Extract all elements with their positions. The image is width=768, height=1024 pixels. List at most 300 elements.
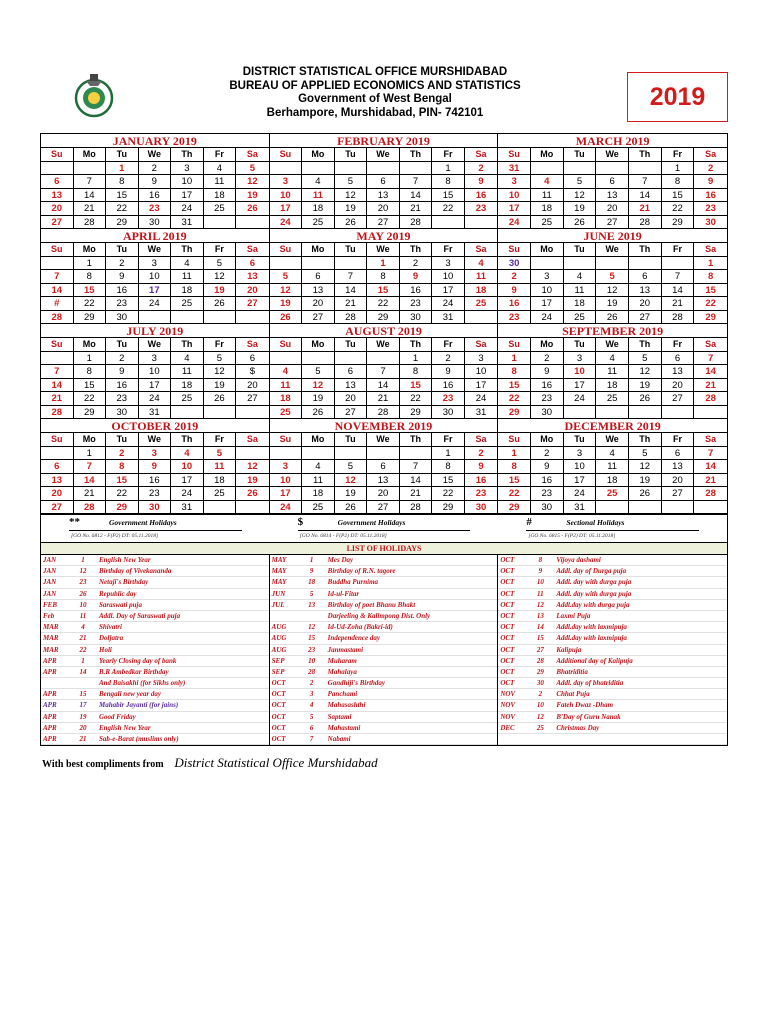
day-cell [236,406,269,420]
day-cell: 10 [270,189,303,203]
day-cell: 7 [400,175,433,189]
day-header: Su [498,338,531,352]
month-block [41,134,270,229]
day-header: We [367,433,400,447]
day-cell: 4 [171,352,204,366]
day-cell: 18 [564,297,597,311]
day-header: Th [400,338,433,352]
day-cell: 4 [564,270,597,284]
day-header: Mo [302,338,335,352]
day-cell: 7 [335,270,368,284]
day-cell: 21 [335,297,368,311]
holiday-name: Addl. day with durga puja [556,589,632,598]
day-cell: 14 [400,474,433,488]
day-header: Sa [236,148,269,162]
day-cell [465,216,498,230]
day-cell: 21 [629,202,662,216]
month-title: DECEMBER 2019 [498,419,727,433]
day-cell: 15 [106,474,139,488]
day-cell: 27 [596,216,629,230]
header-line-4: Berhampore, Murshidabad, PIN- 742101 [266,106,484,119]
month-grid [498,433,727,514]
day-header: Mo [531,338,564,352]
day-cell: 18 [596,474,629,488]
day-cell: 18 [171,379,204,393]
holiday-row [270,611,498,622]
day-cell: 21 [694,379,727,393]
day-cell: 5 [204,257,237,271]
day-cell: 12 [629,365,662,379]
holiday-row [270,600,498,611]
holiday-date: 15 [536,634,544,643]
month-block [41,324,270,419]
month-grid [41,433,269,514]
legend-symbol: $ [297,516,304,528]
holiday-row [270,555,498,566]
day-header: Su [270,338,303,352]
day-cell: 14 [367,379,400,393]
holiday-name: Addl. day of Durga puja [556,567,627,576]
day-header: Su [270,243,303,257]
day-header: Tu [335,148,368,162]
holiday-month: JAN [43,589,57,598]
day-header: Sa [465,338,498,352]
day-cell [596,257,629,271]
day-header: Su [41,148,74,162]
day-cell [662,501,695,515]
holiday-date: 27 [536,645,544,654]
holiday-name: B.R Ambedkar Birthday [99,667,169,676]
holiday-date: 30 [536,679,544,688]
day-cell: 7 [41,270,74,284]
day-cell [335,352,368,366]
day-cell: 20 [367,202,400,216]
day-cell: 27 [335,406,368,420]
day-cell: 27 [367,216,400,230]
holiday-month: FEB [43,600,58,609]
day-cell: 3 [270,460,303,474]
holiday-name: Panchami [327,690,358,699]
day-cell: 1 [662,162,695,176]
day-cell: 1 [432,162,465,176]
day-cell: 14 [662,284,695,298]
holiday-date: 11 [537,589,544,598]
day-header: Sa [694,243,727,257]
day-cell: 16 [139,474,172,488]
day-cell: 21 [662,297,695,311]
day-cell: 17 [531,297,564,311]
holiday-name: Mahastami [327,723,361,732]
day-cell [171,406,204,420]
compliments [42,755,378,771]
day-cell: 29 [74,406,107,420]
day-cell: 17 [564,379,597,393]
day-cell: 12 [596,284,629,298]
holiday-row [270,622,498,633]
day-cell: 3 [270,175,303,189]
day-cell: 4 [531,175,564,189]
day-cell [367,447,400,461]
year-badge: 2019 [627,72,728,122]
holiday-month: DEC [500,723,515,732]
day-cell: 4 [270,365,303,379]
legend-go-number: [GO No. 6815 - F(P2) DT: 05.11.2018] [528,533,616,539]
day-cell: 19 [596,297,629,311]
day-cell: 27 [236,297,269,311]
holiday-month: APR [43,735,57,743]
day-cell: 16 [498,297,531,311]
holiday-month: JAN [43,578,57,587]
day-cell: 22 [432,202,465,216]
day-cell: 18 [302,487,335,501]
day-header: Sa [694,433,727,447]
day-header: Su [270,433,303,447]
day-cell: 2 [432,352,465,366]
day-cell: 27 [41,501,74,515]
day-cell: 7 [629,175,662,189]
month-title: JANUARY 2019 [41,134,269,148]
month-grid [41,148,269,229]
holiday-month: MAR [43,645,59,654]
day-cell: 3 [139,352,172,366]
day-cell [74,162,107,176]
day-cell: 23 [531,392,564,406]
day-cell: 29 [106,501,139,515]
day-cell: 30 [139,216,172,230]
day-cell [432,216,465,230]
day-cell: 11 [204,175,237,189]
day-cell: 4 [204,162,237,176]
holiday-name: Holi [99,645,112,654]
calendar-row [41,229,727,324]
day-cell: 28 [74,216,107,230]
day-cell: 25 [596,487,629,501]
day-cell: 17 [139,379,172,393]
holiday-row [41,712,269,723]
day-cell: 20 [41,487,74,501]
day-cell: 16 [106,379,139,393]
day-cell: 25 [204,202,237,216]
holiday-date: 9 [538,567,543,576]
holiday-row [498,656,727,667]
day-header: Su [498,433,531,447]
day-cell: 13 [302,284,335,298]
day-cell: 6 [236,257,269,271]
day-cell: 28 [400,501,433,515]
month-block [270,419,499,514]
month-block [498,229,727,324]
day-cell [41,352,74,366]
day-cell: 9 [465,460,498,474]
day-cell: 11 [171,270,204,284]
day-cell [302,162,335,176]
day-cell: 9 [465,175,498,189]
day-cell [596,501,629,515]
day-cell: 29 [106,216,139,230]
legend-divider [69,530,242,531]
month-title: MARCH 2019 [498,134,727,148]
day-cell: 11 [596,365,629,379]
day-cell: 23 [694,202,727,216]
day-cell: 12 [236,460,269,474]
holiday-column [41,555,270,745]
day-cell: 18 [596,379,629,393]
holiday-row [41,700,269,711]
day-cell: 30 [465,501,498,515]
legend-go-number: [GO No. 6814 - F(P2) DT: 05.11.2018] [299,533,387,539]
holiday-date: 1 [81,556,85,564]
day-header: We [367,338,400,352]
month-block [41,419,270,514]
holiday-name: Addl. Day of Saraswati puja [99,611,181,620]
holiday-month: SEP [271,667,285,676]
day-cell: 29 [498,406,531,420]
day-cell: 22 [367,297,400,311]
holiday-row [270,645,498,656]
holiday-date: 22 [79,645,87,654]
day-cell: 6 [662,352,695,366]
day-cell: 16 [139,189,172,203]
holiday-row [498,622,727,633]
day-header: Sa [236,433,269,447]
day-cell: 3 [564,447,597,461]
holiday-row [41,656,269,667]
day-cell: 5 [596,270,629,284]
holiday-month: JAN [43,567,57,576]
holiday-date: 20 [79,723,87,732]
day-cell: 24 [531,311,564,325]
day-cell: 14 [335,284,368,298]
day-cell: 21 [400,487,433,501]
holiday-month [41,678,71,688]
day-cell: 22 [74,297,107,311]
holiday-row [41,622,269,633]
day-cell: 9 [531,460,564,474]
day-cell: 24 [465,392,498,406]
day-cell: 18 [171,284,204,298]
day-cell [629,406,662,420]
month-block [41,229,270,324]
day-cell: 20 [236,284,269,298]
day-cell: 15 [662,189,695,203]
day-cell: 8 [662,175,695,189]
day-cell: 30 [106,311,139,325]
day-header: We [367,243,400,257]
day-cell: 3 [171,162,204,176]
month-title: JULY 2019 [41,324,269,338]
holiday-month: OCT [500,645,515,654]
legend-item [498,515,727,542]
holiday-name: English New Year [99,556,151,564]
holiday-month: AUG [271,645,287,654]
day-cell: 1 [498,447,531,461]
day-cell: 2 [139,162,172,176]
day-cell: 2 [694,162,727,176]
month-grid [41,243,269,324]
holiday-name: Independence day [327,634,380,643]
day-cell: 22 [106,487,139,501]
day-cell: 15 [432,189,465,203]
day-cell: 23 [432,392,465,406]
holiday-row [41,589,269,600]
day-cell: 26 [270,311,303,325]
day-header: We [596,243,629,257]
holiday-date: 12 [308,623,316,632]
day-cell: 2 [106,447,139,461]
day-cell: 1 [498,352,531,366]
holiday-name: Addl.day with laxmipuja [556,634,627,643]
day-header: Mo [74,338,107,352]
day-cell: 4 [465,257,498,271]
holiday-date: 18 [308,578,316,587]
day-header: Fr [204,338,237,352]
day-cell: 23 [106,392,139,406]
holiday-month: MAY [271,578,287,587]
day-cell: 1 [367,257,400,271]
month-block [270,324,499,419]
holiday-month [498,734,528,744]
day-cell: 13 [367,189,400,203]
day-cell [41,162,74,176]
holiday-name: Doljatra [99,634,124,643]
day-header: Fr [204,148,237,162]
holiday-row [498,566,727,577]
day-cell: 9 [139,460,172,474]
holiday-month: OCT [271,679,286,688]
day-cell [629,257,662,271]
holiday-name: And Baisakhi (for Sikhs only) [99,679,186,688]
day-cell: 7 [74,175,107,189]
day-cell: 7 [694,352,727,366]
holiday-month: OCT [271,735,286,743]
legend-item [41,515,270,542]
holiday-date [71,678,95,688]
day-cell: 22 [74,392,107,406]
holiday-month: NOV [500,712,516,721]
day-cell: 25 [465,297,498,311]
holiday-month: MAR [43,634,59,643]
day-cell: 30 [400,311,433,325]
day-cell: 30 [106,406,139,420]
holiday-row [270,633,498,644]
day-header: Th [171,148,204,162]
day-header: Th [171,433,204,447]
day-cell: 12 [204,365,237,379]
holiday-month: NOV [500,701,516,710]
holiday-row [41,689,269,700]
day-cell: 2 [465,447,498,461]
day-cell: 10 [465,365,498,379]
day-cell: 21 [367,392,400,406]
day-cell: 28 [629,216,662,230]
day-cell: 20 [367,487,400,501]
holiday-name: Laxmi Puja [556,611,591,620]
holiday-month: OCT [500,634,515,643]
day-header: Mo [302,243,335,257]
day-header: We [596,148,629,162]
holiday-name: Republic day [99,589,137,598]
day-cell: 11 [302,189,335,203]
compliments-prefix: With best compliments from [42,759,164,770]
day-cell [629,162,662,176]
holiday-date: 29 [536,667,544,676]
day-cell: 19 [629,474,662,488]
legend-divider [526,530,699,531]
day-cell: 26 [335,501,368,515]
day-cell [596,406,629,420]
day-header: Sa [236,243,269,257]
day-cell [270,447,303,461]
month-title: JUNE 2019 [498,229,727,243]
holiday-date: 12 [79,567,87,576]
holiday-month: OCT [500,556,515,564]
day-header: Th [629,148,662,162]
day-cell: 11 [564,284,597,298]
holiday-date: 2 [309,679,314,688]
day-cell [204,501,237,515]
holiday-row [270,712,498,723]
day-cell: 26 [629,487,662,501]
holiday-date: 28 [308,667,316,676]
day-cell: 26 [302,406,335,420]
day-header: Mo [531,148,564,162]
legend-text: Sectional Holidays [566,518,625,527]
holiday-name: Bhatriditia [556,667,588,676]
compliments-name: District Statistical Office Murshidabad [174,755,378,770]
day-cell: 23 [139,487,172,501]
holiday-row [498,700,727,711]
day-cell [335,257,368,271]
day-cell: 19 [302,392,335,406]
day-cell: 9 [106,270,139,284]
holiday-date: 11 [79,611,87,620]
month-grid [270,338,498,419]
day-cell: 7 [694,447,727,461]
day-cell: 13 [41,474,74,488]
day-cell: 9 [400,270,433,284]
day-cell: 28 [694,487,727,501]
holiday-month: APR [43,667,57,676]
holiday-row [41,723,269,734]
day-cell: 2 [465,162,498,176]
day-header: We [139,243,172,257]
day-cell: 7 [74,460,107,474]
day-cell: 12 [270,284,303,298]
day-cell: 24 [564,392,597,406]
day-cell [694,501,727,515]
day-cell: 18 [302,202,335,216]
day-header: Sa [465,243,498,257]
day-cell [139,311,172,325]
day-cell: 31 [432,311,465,325]
day-cell [335,162,368,176]
day-header: We [139,433,172,447]
holiday-month: OCT [500,589,515,598]
holiday-row [41,577,269,588]
day-cell: 16 [465,474,498,488]
day-header: Mo [531,433,564,447]
day-cell: 4 [302,460,335,474]
holiday-row [41,633,269,644]
day-cell: 27 [662,487,695,501]
day-cell: 19 [335,202,368,216]
day-cell: 14 [694,460,727,474]
day-cell: 3 [432,257,465,271]
day-cell [662,257,695,271]
holiday-row [41,678,269,689]
day-cell: 13 [236,270,269,284]
day-cell [204,216,237,230]
